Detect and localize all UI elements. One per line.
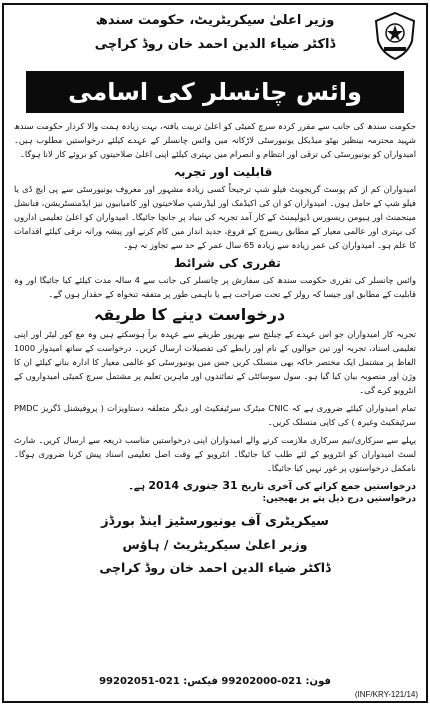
procedure-paragraph-2: تمام امیدواران کیلئے ضروری ہے کہ CNIC میٹرک سرٹیفکیٹ اور دیگر متعلقہ دستاویزات ( پروفیشنل ڈگریز PMDC سرٹیفکیٹ وغیرہ ) کی کاپی منسلک کریں۔ — [14, 403, 416, 427]
address-line-2: وزیر اعلیٰ سیکریٹریٹ / ہاؤس — [122, 537, 308, 552]
deadline-suffix: ہے۔ — [128, 481, 146, 492]
address-line-3: ڈاکٹر ضیاء الدین احمد خان روڈ کراچی — [99, 560, 331, 575]
deadline-line — [14, 479, 416, 492]
appointment-paragraph: وائس چانسلر کی تقرری حکومت سندھ کی سفارش پر چانسلر کی جانب سے 4 سالہ مدت کیلئے کیا جائیگا اور وہ قابلیت کے مطابق اور جیسا کہ رولز کے تحت صراحت ہے یا باہمی طور پر متفقہ تنخواہ کے حقدار ہوں گے۔ — [14, 275, 416, 299]
appointment-heading: تقرری کی شرائط — [174, 256, 281, 270]
fax-number: 021-99202051 — [99, 676, 180, 687]
header-address: ڈاکٹر ضیاء الدین احمد خان روڈ کراچی — [94, 37, 336, 52]
reference-code: (INF/KRY-121/14) — [354, 690, 418, 699]
deadline-date: 31 جنوری 2014 — [148, 479, 238, 492]
procedure-paragraph-3: پہلے سے سرکاری/نیم سرکاری ملازمت کرنے والے امیدواران اپنی درخواستیں مناسب ذریعہ سے ارسال کریں۔ شارٹ لسٹ امیدواران کو انٹرویو کے لئے طلب کیا جائیگا۔ انٹرویو کے وقت اصل تعلیمی اسناد پیش کرنا ضروری ہوگا۔ نامکمل درخواستوں پر غور نہیں کیا جائیگا۔ — [14, 435, 416, 473]
address-intro: درخواستیں درج ذیل پتے پر بھیجیں: — [262, 494, 416, 504]
header — [4, 5, 426, 71]
body-content — [4, 113, 426, 504]
qualification-paragraph: امیدواران کم از کم پوسٹ گریجویٹ فیلو شپ ترجیحاً کسی زیادہ مشہور اور معروف یونیورسٹی سے پی ایچ ڈی یا فیلو شپ کے حامل ہوں۔ امیدواران کو ان کی اکیڈمک اور لیڈرشپ صلاحیتوں اور کامیابیوں نیز ایڈمنسٹریشن، فنانشل مینجمنٹ اور ہیومن ریسورس ڈیولپمنٹ کے کار آمد تجربہ کی بنیاد پر جانچا جائیگا۔ امیدواران کو اعلیٰ تعلیمی اداروں کی بہتری اور عالمی معیار کے مطابق ریسرچ کے فروغ، جدید انداز میں کام کرنے اور پیشہ ورانہ ترقی کیلئے اقدامات کا علم ہو۔ امیدواران کی عمر زیادہ سے زیادہ 65 سال عمر کے حد سے تجاوز نہ ہو۔ — [14, 184, 416, 250]
intro-paragraph: حکومت سندھ کی جانب سے مقرر کردہ سرچ کمیٹی کو اعلیٰ تربیت یافتہ، بہت زیادہ ہمت والا کردار حکومت سندھ شہید محترمہ بینظیر بھٹو میڈیکل یونیورسٹی لاڑکانہ میں وائس چانسلر کے عہدے کیلئے درخواستیں مطلوب ہیں۔ امیدواران کو یونیورسٹی کی ترقی اور انتظام و انصرام میں بہتری کیلئے اپنی اعلیٰ صلاحیتوں کو بروئے کار لانا ہوگا۔ — [14, 121, 416, 159]
contact-line — [4, 676, 426, 687]
advertisement-page — [2, 3, 428, 703]
deadline-prefix: درخواستیں جمع کرانے کی آخری تاریخ — [241, 481, 416, 492]
address-line-1: سیکریٹری آف یونیورسٹیز اینڈ بورڈز — [101, 514, 329, 529]
qualification-heading: قابلیت اور تجربہ — [174, 165, 273, 179]
page-title-banner: وائس چانسلر کی اسامی — [26, 71, 404, 113]
procedure-paragraph-1: تجربہ کار امیدواران جو اس عہدے کے چیلنج سے بھرپور طریقے سے عہدہ برآ ہوسکتے ہیں وہ مع کور لیٹر اور اپنی تعلیمی اسناد، تجربہ اور تین حوالوں کے نام اور رابطے کی تفصیلات ارسال کریں۔ درخواست کے ساتھ امیدوار 1000 الفاظ پر مشتمل ایک مختصر خاکہ بھی منسلک کریں جس میں یونیورسٹی کو عالمی معیار کا ادارہ بنانے کیلئے ان کا وژن اور منصوبہ بیان کیا گیا ہو۔ سول سوسائٹی کے نمائندوں اور ماہرین تعلیم پر مشتمل سرچ کمیٹی امیدواروں کے انٹرویو کرے گی۔ — [14, 329, 416, 395]
phone-number: 021-99202000 — [221, 676, 303, 687]
government-emblem-icon — [372, 11, 418, 61]
header-title: وزیر اعلیٰ سیکریٹریٹ، حکومت سندھ — [95, 13, 335, 28]
phone-label: فون: — [305, 676, 331, 687]
fax-label: فیکس: — [183, 676, 218, 687]
procedure-heading: درخواست دینے کا طریقہ — [94, 305, 286, 324]
